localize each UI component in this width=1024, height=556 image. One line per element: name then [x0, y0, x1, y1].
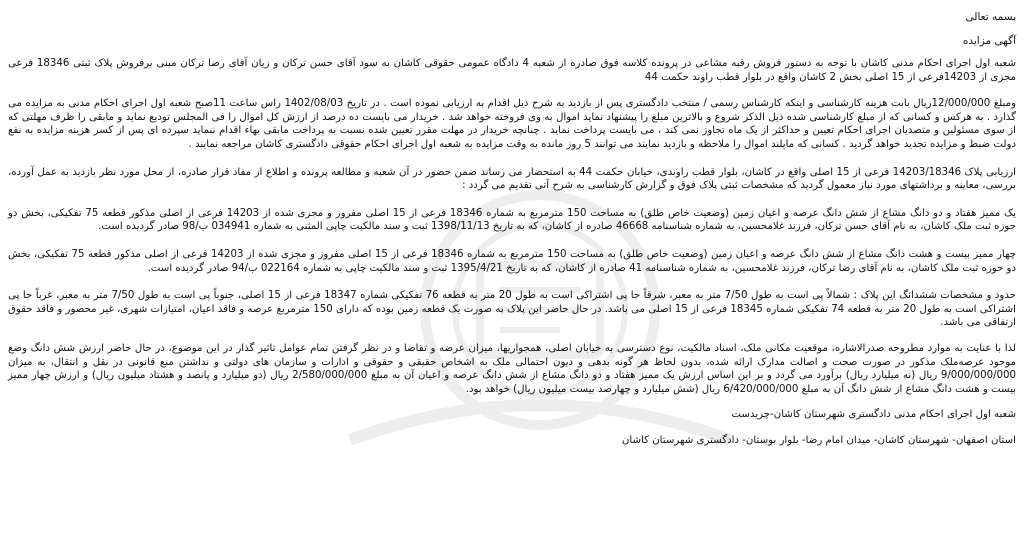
share-1-72-paragraph: یک ممیز هفتاد و دو دانگ مشاع از شش دانگ عرصه و اعیان زمین (وضعیت خاص طلق) به مساحت 150 مترمربع به شماره 18346 فرعی از 15 اصلی مفروز و مجزی شده از 14203 فرعی از اصلی مذکور قطعه 75 تفکیکی، بخش دو حوزه ثبت ملک کاشان، به نام آقای حسن ترکان، فرزند غلامحسین، به شماره شناسنامه 46668 صادره از کاشان، که به تاریخ 1398/11/13 ثبت و سند مالکیت چاپی المثنی به شماره 034941 ب/98 صادر گردیده است.: [8, 207, 1016, 233]
intro-paragraph: شعبه اول اجرای احکام مدنی کاشان با توجه به دستور فروش رقبه مشاعی در پرونده کلاسه فوق صادره از شعبه 4 دادگاه عمومی حقوقی کاشان به سود آقای حسن ترکان و زیان آقای رضا ترکان مبنی برفروش پلاک ثبتی 18346 فرعی مجزی از 14203فرعی از 15 اصلی بخش 2 کاشان واقع در بلوار قطب راوند حکمت 44: [8, 58, 1016, 83]
boundaries-paragraph: حدود و مشخصات ششدانگ این پلاک : شمالاً پی است به طول 7/50 متر به معبر، شرقاً جا پی اشتراکی است به طول 20 متر به قطعه 76 تفکیکی شماره 18347 فرعی از 15 اصلی، جنوباً پی است به طول 7/50 متر به معبر، غرباً جا پی اشتراکی است به طول 20 متر به قطعه 74 تفکیکی شماره 18345 فرعی از 15 اصلی می باشد. در حال حاضر این پلاک به صورت یک قطعه زمین بوده که دارای 150 مترمربع عرصه و فاقد اعیان، امتیازات شهری، غیر محصور و فاقد حقوق ارتفاقی می باشد.: [8, 290, 1016, 329]
valuation-paragraph: لذا با عنایت به موارد مطروحه صدرالاشاره، موقعیت مکانی ملک، اسناد مالکیت، نوع دسترسی به خیابان اصلی، همجواریها، میزان عرضه و تقاضا و در نظر گرفتن تمام عوامل تاثیر گذار در این موضوع، در حال حاضر ارزش شش دانگ وضع موجود عرصه‌ملک مذکور در صورت صحت و اصالت مدارک ارائه شده، بدون لحاظ هر گونه بدهی و دیون احتمالی ملک به اشخاص حقیقی و حقوقی و ادارات و سازمان های دولتی و نداشتن منع قانونی در نقل و انتقال، به میزان 9/000/000/000 ریال (نه میلیارد ریال) برآورد می گردد و بر این اساس ارزش یک ممیز هفتاد و دو دانگ مشاع از شش دانگ عرصه و اعیان آن به مبلغ 2/580/000/000 ریال (دو میلیارد و پانصد و هشتاد میلیون ریال) و ارزش چهار ممیز بیست و هشت دانگ مشاع از شش دانگ آن به مبلغ 6/420/000/000 ریال (شش میلیارد و چهارصد بیست میلیون ریال) خواهد بود.: [8, 342, 1016, 395]
basmala-heading: بسمه تعالی: [965, 11, 1016, 23]
auction-terms-paragraph: ومبلغ 12/000/000ریال بابت هزینه کارشناسی و اینکه کارشناس رسمی / منتخب دادگستری پس از بازدید به شرح ذیل اقدام به ارزیابی نموده است . در تاریخ 1402/08/03 راس ساعت 11صبح شعبه اول اجرای احکام مدنی به مزایده می گذارد . به هرکس و کسانی که از مبلغ کارشناسی شده ذیل الذکر شروع و بالاترین مبلغ را پیشنهاد نماید اموال به وی فروخته خواهد شد . خریدار می بایست ده درصد از ارزش کل اموال را فی المجلس تودیع نماید و مابقی را ظرف مهلتی که از سوی مسئولین و متصدیان اجرای احکام تعیین و حداکثر از یک ماه تجاوز نمی کند ، می بایست پرداخت نماید . چنانچه خریدار در مهلت مقرر تعیین شده نسبت به پرداخت مابقی بهاء اقدام ننماید سپرده ای پس از کسر هزینه مزایده به نفع دولت ضبط و مزایده تجدید خواهد گردید . کسانی که مایلند اموال را ملاحظه و بازدید نمایند می توانند 5 روز مانده به وقت مزایده به شعبه اول اجرای احکام حقوقی دادگستری کاشان مراجعه نمایند .: [8, 98, 1017, 150]
appraisal-intro-paragraph: ارزیابی پلاک 14203/18346 فرعی از 15 اصلی واقع در کاشان، بلوار قطب راوندی، خیابان حکمت 44 به استحضار می رساند ضمن حضور در آن شعبه و مطالعه پرونده و اطلاع از مفاد قرار صادره، از محل مورد نظر بازدید به عمل آورده، بررسی، معاینه و برداشتهای مورد نیاز معمول گردید که مشخصات ثبتی پلاک فوق و گزارش کارشناسی به شرح آتی تقدیم می گردد :: [8, 166, 1016, 192]
share-4-28-paragraph: چهار ممیز بیست و هشت دانگ مشاع از شش دانگ عرصه و اعیان زمین (وضعیت خاص طلق) به مساحت 150 مترمربع به شماره 18346 فرعی از 15 اصلی مفروز و مجزی شده از 14203 فرعی از اصلی مذکور قطعه 75 تفکیکی، بخش دو حوزه ثبت ملک کاشان، به نام آقای رضا ترکان، فرزند غلامحسین، به شماره شناسنامه 41 صادره از کاشان، که به تاریخ 1395/4/21 ثبت و سند مالکیت چاپی به شماره 022164 ب/94 صادر گردیده است.: [8, 248, 1016, 274]
issuing-branch: شعبه اول اجرای احکام مدنی دادگستری شهرستان کاشان-چریدست: [731, 409, 1016, 421]
notice-title: آگهی مزایده: [962, 35, 1016, 47]
address-line: استان اصفهان- شهرستان کاشان- میدان امام رضا- بلوار بوستان- دادگستری شهرستان کاشان: [621, 434, 1016, 446]
